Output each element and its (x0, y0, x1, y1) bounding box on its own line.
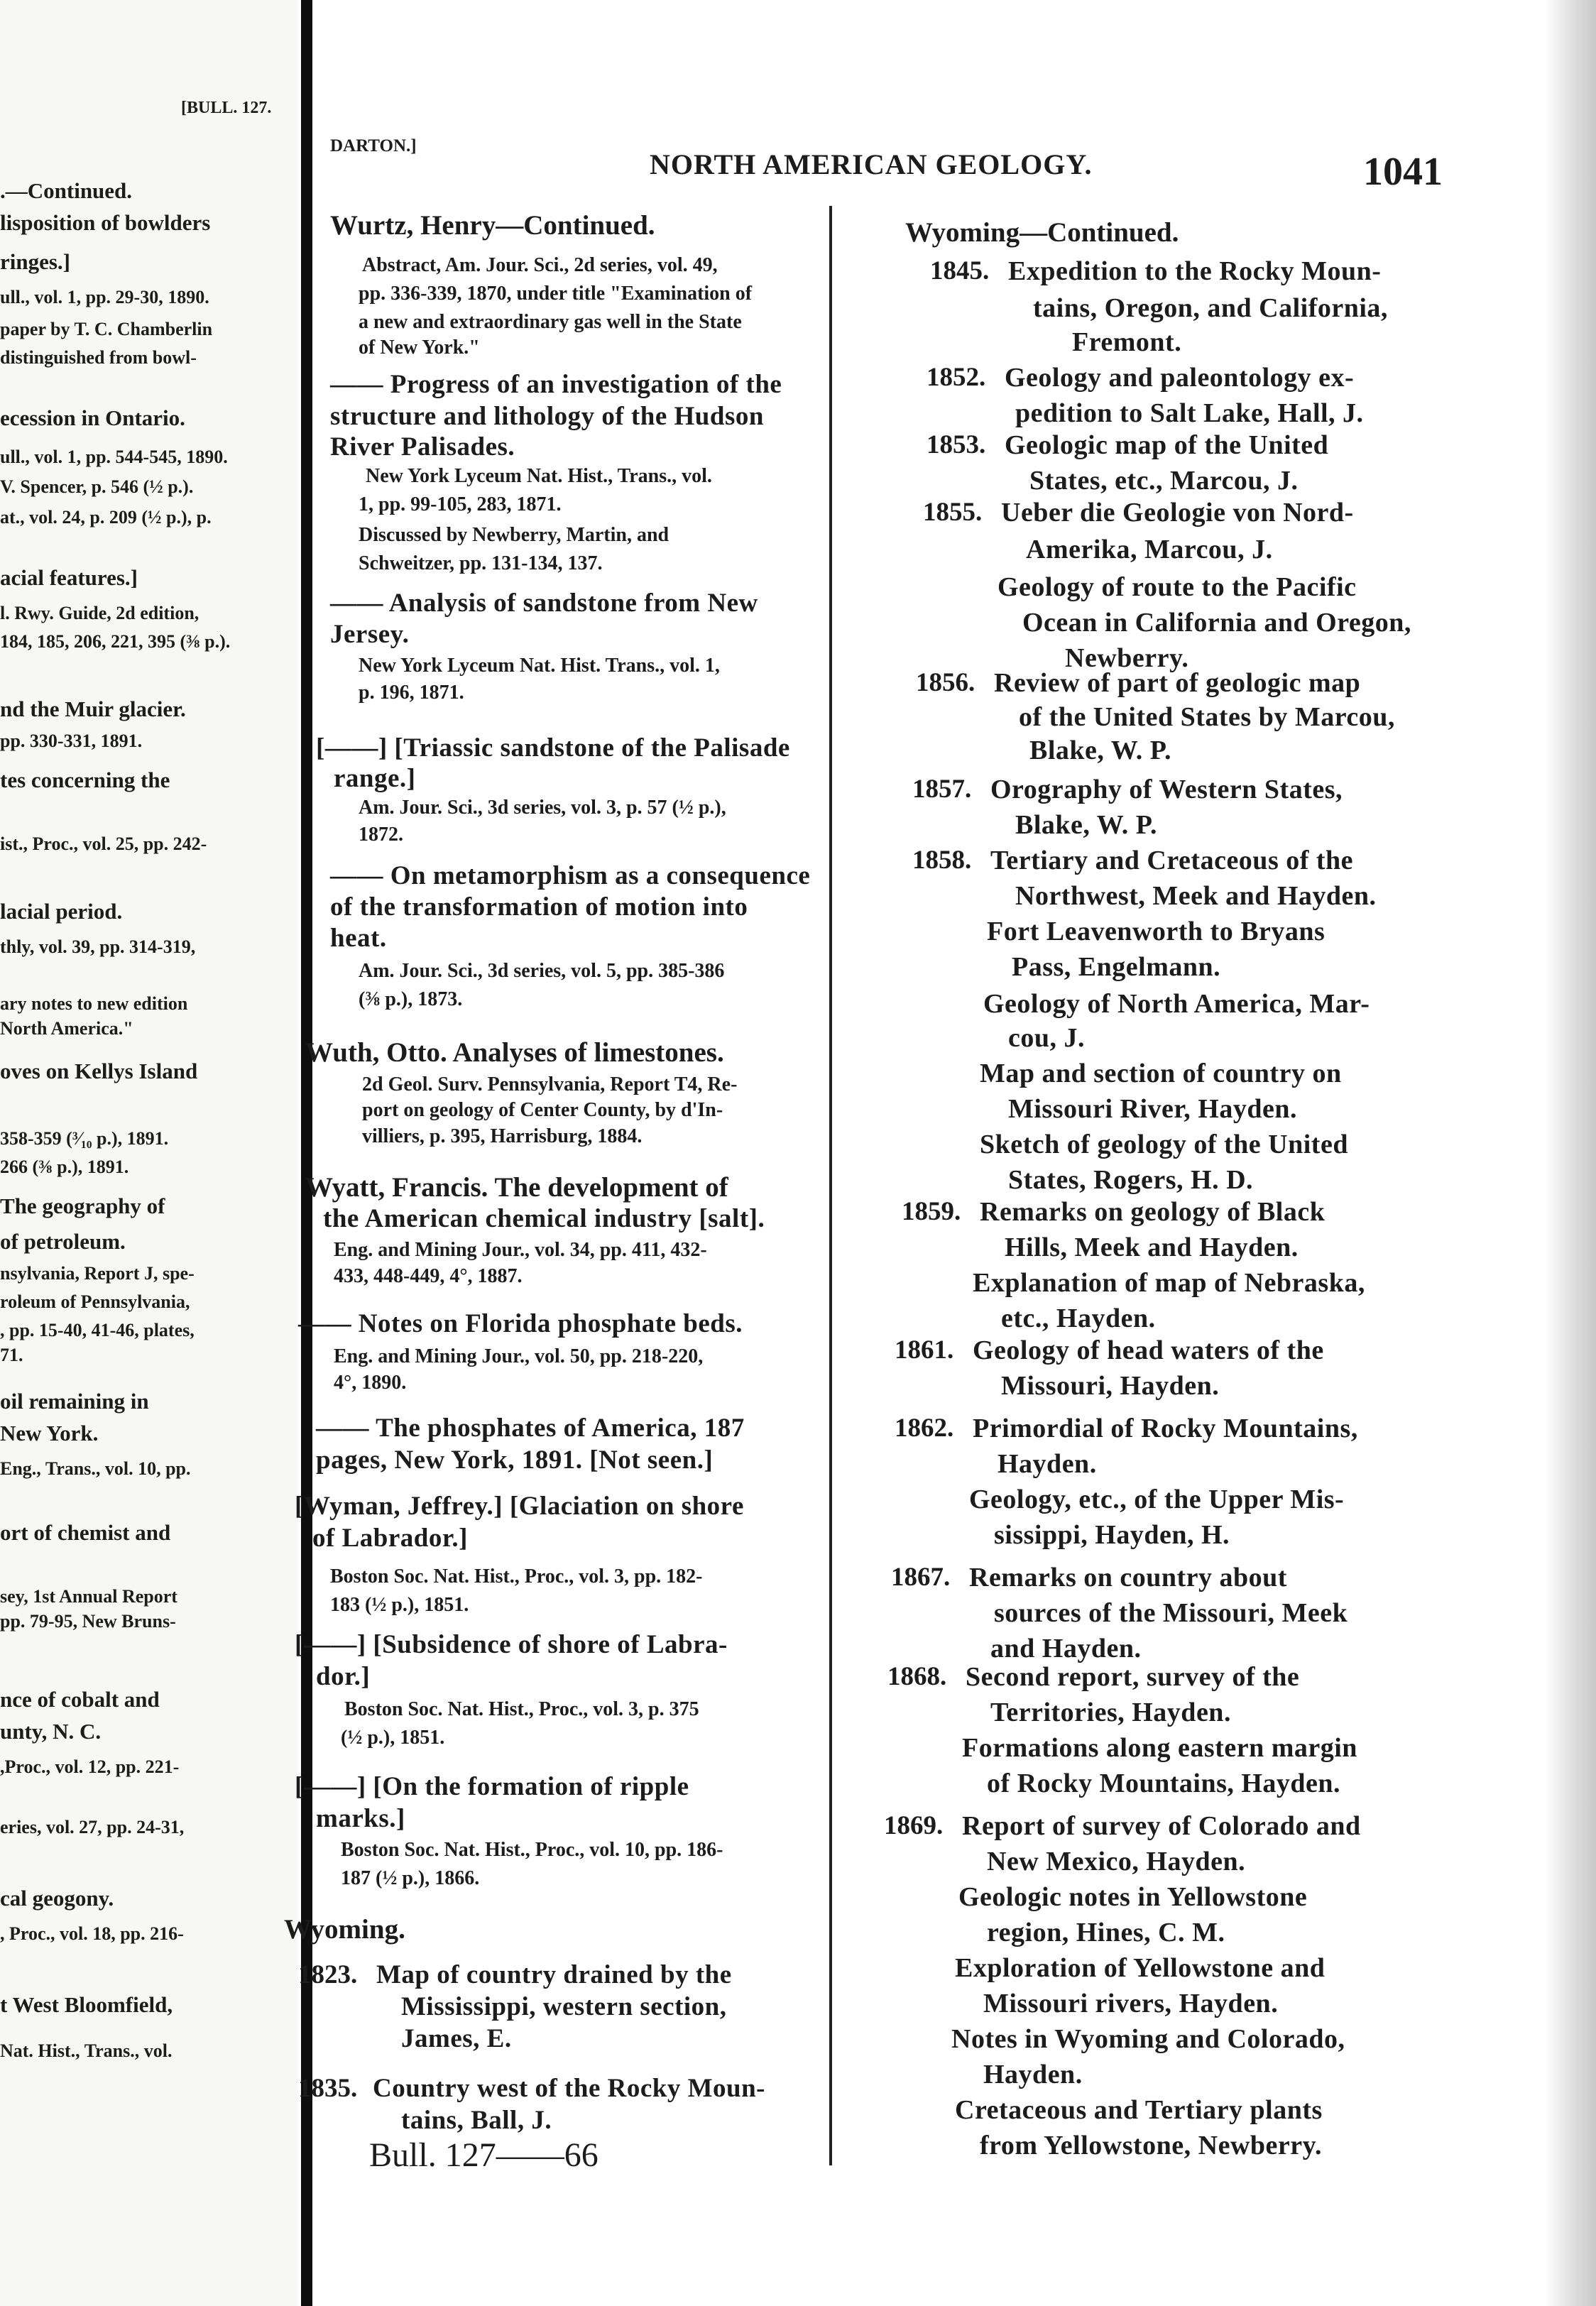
left-column-line: 1872. (359, 824, 403, 846)
left-column-line: Wuth, Otto. Analyses of limestones. (305, 1037, 724, 1068)
left-page-line: ull., vol. 1, pp. 29-30, 1890. (0, 287, 209, 307)
right-column-line: Tertiary and Cretaceous of the (990, 846, 1354, 875)
left-column-line: port on geology of Center County, by d'In- (362, 1099, 723, 1121)
left-page-line: tes concerning the (0, 767, 170, 792)
right-column-line: 1867. (891, 1563, 951, 1592)
right-column-line: Second report, survey of the (966, 1662, 1300, 1692)
left-column-line: pages, New York, 1891. [Not seen.] (316, 1446, 714, 1475)
left-column-line: 1835. (298, 2074, 358, 2103)
left-page-line: V. Spencer, p. 546 (½ p.). (0, 476, 194, 497)
right-column-line: cou, J. (1008, 1023, 1085, 1053)
right-column-line: 1859. (902, 1197, 961, 1226)
right-column-line: Missouri rivers, Hayden. (983, 1989, 1279, 2018)
left-page-line: .—Continued. (0, 178, 133, 203)
left-column-line: the American chemical industry [salt]. (323, 1204, 765, 1233)
previous-page-fragment (0, 0, 298, 2306)
left-page-line: The geography of (0, 1193, 165, 1218)
right-column-line: Hills, Meek and Hayden. (1005, 1233, 1299, 1262)
left-column-line: —— On metamorphism as a consequence (330, 861, 811, 890)
right-column-line: Geology, etc., of the Upper Mis- (969, 1485, 1345, 1514)
right-column-line: Amerika, Marcou, J. (1026, 535, 1273, 564)
right-column-line: Explanation of map of Nebraska, (973, 1268, 1365, 1298)
left-column-line: Jersey. (330, 620, 410, 649)
left-column-line: range.] (334, 764, 416, 793)
left-column-line: heat. (330, 924, 387, 953)
left-column-line: (⅜ p.), 1873. (359, 988, 463, 1010)
right-column-line: 1858. (912, 846, 972, 875)
left-page-line: lacial period. (0, 899, 123, 924)
left-page-line: ort of chemist and (0, 1520, 171, 1545)
right-column-line: Geology and paleontology ex- (1005, 363, 1355, 393)
right-column-line: Sketch of geology of the United (980, 1130, 1348, 1159)
left-column-line: 1823. (298, 1960, 358, 1989)
left-page-line: of petroleum. (0, 1229, 126, 1254)
left-page-line: pp. 79-95, New Bruns- (0, 1611, 176, 1632)
left-page-line: ull., vol. 1, pp. 544-545, 1890. (0, 447, 228, 467)
left-page-line: 184, 185, 206, 221, 395 (⅜ p.). (0, 631, 231, 652)
left-page-line: New York. (0, 1421, 99, 1446)
left-column-line: 187 (½ p.), 1866. (341, 1867, 480, 1889)
right-column-line: Exploration of Yellowstone and (955, 1953, 1326, 1983)
left-column-line: [——] [Triassic sandstone of the Palisade (316, 733, 790, 763)
right-column-line: Missouri, Hayden. (1001, 1371, 1220, 1401)
right-column-line: Primordial of Rocky Mountains, (973, 1414, 1358, 1443)
left-page-line: oves on Kellys Island (0, 1059, 198, 1083)
left-column-line: Boston Soc. Nat. Hist., Proc., vol. 10, pp. 186- (341, 1839, 723, 1861)
left-column-line: New York Lyceum Nat. Hist. Trans., vol. 1, (359, 655, 720, 677)
left-page-line: oil remaining in (0, 1389, 149, 1414)
left-column-line: tains, Ball, J. (401, 2106, 552, 2135)
right-column-line: 1855. (923, 498, 983, 527)
right-column-line: sissippi, Hayden, H. (994, 1520, 1230, 1550)
right-column-line: Cretaceous and Tertiary plants (955, 2095, 1323, 2125)
left-page-line: , pp. 15-40, 41-46, plates, (0, 1320, 195, 1340)
left-page-bull-ref: [BULL. 127. (181, 99, 272, 117)
left-column-line: New York Lyceum Nat. Hist., Trans., vol. (366, 465, 712, 487)
left-page-line: 266 (⅜ p.), 1891. (0, 1157, 129, 1177)
left-page-line: sey, 1st Annual Report (0, 1586, 177, 1607)
left-page-line: ecession in Ontario. (0, 405, 185, 430)
page-edge-shadow (1544, 0, 1596, 2306)
left-page-line: nce of cobalt and (0, 1687, 160, 1712)
left-page-line: unty, N. C. (0, 1719, 102, 1744)
right-column-line: 1857. (912, 775, 972, 804)
right-column-line: Map and section of country on (980, 1059, 1342, 1088)
left-page-line: eries, vol. 27, pp. 24-31, (0, 1817, 185, 1837)
left-page-line: Eng., Trans., vol. 10, pp. (0, 1458, 191, 1479)
left-page-line: pp. 330-331, 1891. (0, 731, 143, 751)
right-column-line: sources of the Missouri, Meek (994, 1598, 1348, 1628)
left-column-line: 1, pp. 99-105, 283, 1871. (359, 493, 562, 515)
right-column-line: 1853. (927, 430, 986, 459)
right-column-line: Geology of North America, Mar- (983, 989, 1370, 1019)
left-column-line: Boston Soc. Nat. Hist., Proc., vol. 3, pp. 182- (330, 1565, 703, 1588)
right-column-line: of Rocky Mountains, Hayden. (987, 1769, 1341, 1798)
left-column-line: [Wyman, Jeffrey.] [Glaciation on shore (295, 1492, 744, 1521)
left-column-line: of New York." (359, 337, 480, 359)
left-page-line: nd the Muir glacier. (0, 696, 186, 721)
right-column-line: Territories, Hayden. (990, 1698, 1231, 1727)
left-page-line: ,Proc., vol. 12, pp. 221- (0, 1756, 180, 1777)
right-column-line: 1856. (916, 668, 975, 697)
left-column-line: Abstract, Am. Jour. Sci., 2d series, vol. 49, (362, 254, 718, 276)
right-column-line: New Mexico, Hayden. (987, 1847, 1246, 1876)
right-column-line: from Yellowstone, Newberry. (980, 2131, 1323, 2160)
right-column-line: 1845. (930, 256, 990, 285)
left-column-line: villiers, p. 395, Harrisburg, 1884. (362, 1125, 643, 1147)
right-column-line: Blake, W. P. (1029, 736, 1171, 765)
right-column-line: Newberry. (1065, 643, 1189, 673)
right-column-line: States, etc., Marcou, J. (1029, 466, 1299, 496)
right-column-line: Ocean in California and Oregon, (1022, 608, 1411, 638)
left-page-line: l. Rwy. Guide, 2d edition, (0, 603, 200, 623)
left-page-line: 358-359 (³⁄₁₀ p.), 1891. (0, 1128, 169, 1149)
right-column-line: pedition to Salt Lake, Hall, J. (1015, 398, 1364, 428)
left-column-line: structure and lithology of the Hudson (330, 402, 764, 431)
right-column-line: tains, Oregon, and California, (1033, 293, 1388, 323)
left-column-line: —— Notes on Florida phosphate beds. (298, 1309, 743, 1338)
right-column-line: Expedition to the Rocky Moun- (1008, 256, 1382, 286)
left-column-line: Mississippi, western section, (401, 1992, 727, 2021)
running-head: DARTON.] (330, 136, 417, 155)
left-page-line: at., vol. 24, p. 209 (½ p.), p. (0, 507, 212, 528)
right-column-line: Orography of Western States, (990, 775, 1343, 804)
left-page-line: North America." (0, 1018, 133, 1039)
left-column-line: dor.] (316, 1662, 371, 1691)
right-column-line: etc., Hayden. (1001, 1304, 1156, 1333)
right-column-line: Hayden. (998, 1449, 1097, 1479)
page-number: 1041 (1363, 150, 1443, 194)
left-page-line: thly, vol. 39, pp. 314-319, (0, 936, 196, 957)
right-column-line: Wyoming—Continued. (905, 217, 1179, 248)
right-column-line: Remarks on country about (969, 1563, 1287, 1592)
left-page-line: cal geogony. (0, 1886, 114, 1911)
left-column-line: —— Analysis of sandstone from New (330, 589, 758, 618)
left-page-line: distinguished from bowl- (0, 347, 197, 368)
left-page-line: acial features.] (0, 565, 138, 590)
right-column-line: Northwest, Meek and Hayden. (1015, 881, 1377, 911)
right-column-line: Hayden. (983, 2060, 1083, 2089)
left-column-line: marks.] (316, 1804, 405, 1833)
page-title: NORTH AMERICAN GEOLOGY. (650, 148, 1093, 180)
left-column-line: —— Progress of an investigation of the (330, 370, 782, 399)
right-column-line: Pass, Engelmann. (1012, 952, 1221, 982)
left-page-line: lisposition of bowlders (0, 210, 211, 235)
left-column-line: Boston Soc. Nat. Hist., Proc., vol. 3, p. 375 (344, 1698, 699, 1720)
left-column-line: [——] [Subsidence of shore of Labra- (295, 1630, 728, 1659)
left-column-line: Country west of the Rocky Moun- (373, 2074, 765, 2103)
right-column-line: Formations along eastern margin (962, 1733, 1357, 1763)
right-column-line: Geologic notes in Yellowstone (958, 1882, 1308, 1912)
right-column-line: Blake, W. P. (1015, 810, 1157, 840)
right-column-line: 1862. (895, 1414, 954, 1443)
left-column-line: Wurtz, Henry—Continued. (330, 210, 655, 241)
left-column-line: Discussed by Newberry, Martin, and (359, 524, 669, 546)
left-column-line: 4°, 1890. (334, 1372, 407, 1394)
left-column-line: Schweitzer, pp. 131-134, 137. (359, 552, 603, 574)
right-column-line: Fort Leavenworth to Bryans (987, 917, 1326, 946)
left-page-line: t West Bloomfield, (0, 1992, 173, 2017)
right-column-line: Fremont. (1072, 327, 1182, 357)
left-column-line: of Labrador.] (312, 1524, 468, 1553)
left-column-line: 183 (½ p.), 1851. (330, 1594, 469, 1616)
left-column-line: of the transformation of motion into (330, 892, 748, 922)
right-column-line: Geology of head waters of the (973, 1335, 1324, 1365)
right-column-line: States, Rogers, H. D. (1008, 1165, 1254, 1195)
right-column-line: and Hayden. (990, 1634, 1142, 1663)
left-column-line: —— The phosphates of America, 187 (316, 1414, 745, 1443)
right-column-line: 1861. (895, 1335, 954, 1365)
right-column-line: Geologic map of the United (1005, 430, 1329, 460)
right-column-line: Missouri River, Hayden. (1008, 1094, 1297, 1124)
left-column-line: pp. 336-339, 1870, under title "Examination of (359, 283, 753, 305)
left-column-line: Wyoming. (284, 1914, 405, 1945)
left-page-line: , Proc., vol. 18, pp. 216- (0, 1923, 184, 1944)
left-column-line: Eng. and Mining Jour., vol. 34, pp. 411, 432- (334, 1239, 707, 1261)
right-column-line: 1868. (887, 1662, 947, 1691)
left-column-line: 433, 448-449, 4°, 1887. (334, 1265, 523, 1287)
right-column-line: 1852. (927, 363, 986, 392)
right-column-line: Notes in Wyoming and Colorado, (951, 2024, 1345, 2054)
left-page-line: ary notes to new edition (0, 993, 188, 1014)
left-column-line: James, E. (401, 2024, 512, 2053)
right-column-line: Ueber die Geologie von Nord- (1001, 498, 1354, 528)
left-column-line: [——] [On the formation of ripple (295, 1772, 689, 1801)
right-column-line: Geology of route to the Pacific (998, 572, 1357, 602)
right-column-line: 1869. (884, 1811, 944, 1840)
left-column-line: River Palisades. (330, 432, 515, 461)
left-page-line: nsylvania, Report J, spe- (0, 1263, 195, 1284)
left-column-line: Map of country drained by the (376, 1960, 732, 1989)
left-column-line: Eng. and Mining Jour., vol. 50, pp. 218-220, (334, 1345, 704, 1367)
right-column-line: Review of part of geologic map (994, 668, 1361, 698)
left-page-line: ist., Proc., vol. 25, pp. 242- (0, 834, 207, 854)
left-page-line: ringes.] (0, 249, 71, 274)
left-column-line: Wyatt, Francis. The development of (305, 1172, 728, 1203)
left-column-line: Am. Jour. Sci., 3d series, vol. 3, p. 57 (½ p.), (359, 797, 726, 819)
right-column-line: Remarks on geology of Black (980, 1197, 1326, 1227)
left-page-line: roleum of Pennsylvania, (0, 1291, 190, 1312)
column-divider (829, 206, 832, 2165)
left-page-line: paper by T. C. Chamberlin (0, 319, 213, 339)
right-column-line: of the United States by Marcou, (1019, 702, 1395, 732)
left-column-line: p. 196, 1871. (359, 682, 464, 704)
left-column-line: (½ p.), 1851. (341, 1727, 445, 1749)
signature-mark: Bull. 127——66 (369, 2136, 598, 2174)
right-column-line: region, Hines, C. M. (987, 1918, 1225, 1947)
right-column-line: Report of survey of Colorado and (962, 1811, 1361, 1841)
left-page-line: Nat. Hist., Trans., vol. (0, 2040, 173, 2061)
left-column-line: a new and extraordinary gas well in the State (359, 311, 742, 333)
left-page-line: 71. (0, 1345, 23, 1365)
left-column-line: 2d Geol. Surv. Pennsylvania, Report T4, Re- (362, 1073, 738, 1095)
left-column-line: Am. Jour. Sci., 3d series, vol. 5, pp. 385-386 (359, 960, 725, 982)
